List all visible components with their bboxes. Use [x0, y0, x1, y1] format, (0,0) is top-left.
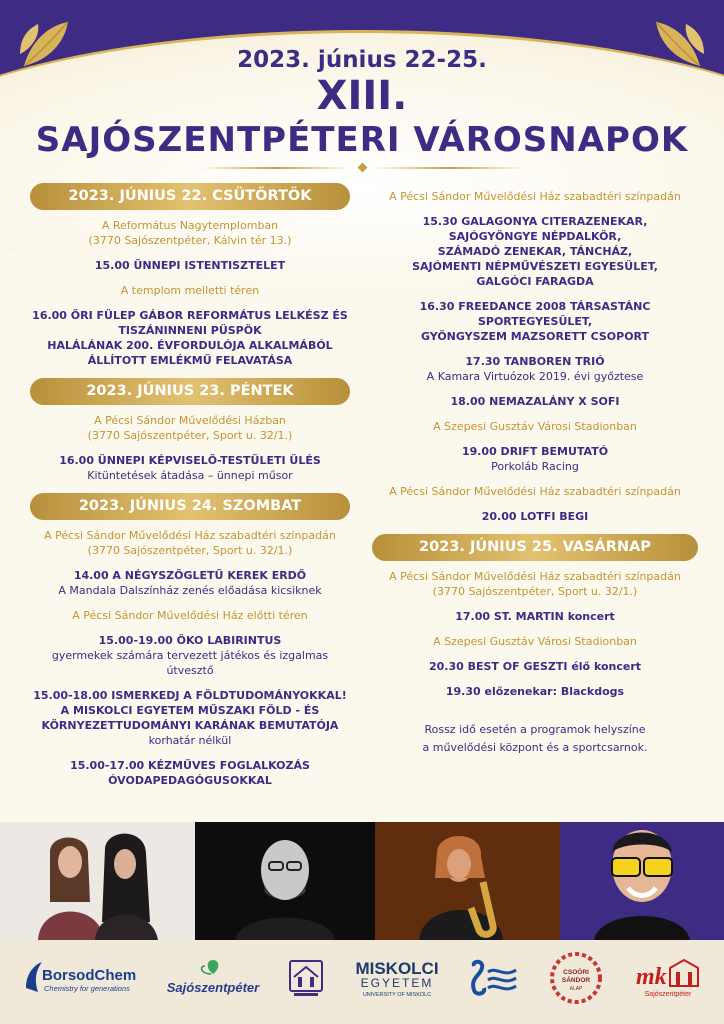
event-dates: 2023. június 22-25. — [237, 47, 487, 73]
wave-logo-icon[interactable] — [468, 958, 520, 998]
event-item: 17.00 ST. MARTIN koncert — [455, 610, 615, 623]
venue: A templom melletti téren — [120, 284, 260, 297]
event-item: 20.00 LOTFI BEGI — [481, 510, 589, 523]
event-item: 15.00-17.00 KÉZMŰVES FOGLALKOZÁS ÓVODAPEDAGÓGUSOKKAL — [70, 759, 310, 787]
svg-text:CSOÓRI: CSOÓRI — [563, 969, 589, 976]
venue: A Szepesi Gusztáv Városi Stadionban — [433, 635, 637, 648]
day-header-june-22: 2023. JÚNIUS 22. CSÜTÖRTÖK — [30, 183, 350, 210]
performer-photo-duo — [0, 822, 195, 940]
performer-photo-strip — [0, 822, 724, 940]
performer-photo-lotfi — [195, 822, 375, 940]
venue: A Pécsi Sándor Művelődési Ház szabadtéri színpadán (3770 Sajószentpéter, Sport u. 32/1.) — [389, 570, 681, 598]
event-item: 14.00 A NÉGYSZÖGLETŰ KEREK ERDŐ A Mandala Dalszínház zenés előadása kicsiknek — [58, 569, 322, 597]
ornament-divider — [0, 164, 724, 171]
day-header-june-25: 2023. JÚNIUS 25. VASÁRNAP — [372, 534, 698, 561]
event-item: 15.00-19.00 ÖKO LABIRINTUS gyermekek számára tervezett játékos és izgalmas útvesztő — [51, 634, 329, 677]
day-header-june-24: 2023. JÚNIUS 24. SZOMBAT — [30, 493, 350, 520]
program-left-column — [30, 183, 350, 798]
event-item: 16.00 ÜNNEPI KÉPVISELŐ-TESTÜLETI ÜLÉS Kitüntetések átadása – ünnepi műsor — [59, 454, 321, 482]
svg-text:UNIVERSITY OF MISKOLC: UNIVERSITY OF MISKOLC — [362, 992, 432, 998]
svg-text:Sajószentpéter: Sajószentpéter — [166, 980, 260, 995]
venue: A Pécsi Sándor Művelődési Ház előtti téren — [72, 609, 308, 622]
borsodchem-logo[interactable] — [22, 958, 140, 998]
venue: A Pécsi Sándor Művelődési Ház szabadtéri színpadán (3770 Sajószentpéter, Sport u. 32/1.) — [44, 529, 336, 557]
sponsor-bar — [0, 940, 724, 1024]
svg-text:ALAP: ALAP — [569, 986, 583, 992]
miskolci-egyetem-logo[interactable] — [351, 956, 443, 1000]
poster-header — [0, 46, 724, 171]
csoori-sandor-alap-logo[interactable] — [545, 950, 607, 1006]
edition-number: XIII. — [316, 73, 408, 119]
university-crest-icon[interactable] — [286, 957, 326, 999]
svg-text:BorsodChem: BorsodChem — [42, 967, 137, 984]
event-item: 16.00 ŐRI FÜLEP GÁBOR REFORMÁTUS LELKÉSZ ÉS TISZÁNINNENI PÜSPÖK HALÁLÁNAK 200. ÉVFORDULÓJA ALKALMÁBÓL ÁLLÍTOTT EMLÉKMŰ FELAVATÁSA — [32, 309, 348, 367]
performer-photo-geszti — [560, 822, 724, 940]
day-header-june-23: 2023. JÚNIUS 23. PÉNTEK — [30, 378, 350, 405]
event-item: 15.30 GALAGONYA CITERAZENEKAR, SAJÓGYÖNGYE NÉPDALKÖR, SZÁMADÓ ZENEKAR, TÁNCHÁZ, SAJÓMENTI NÉPMŰVÉSZETI EGYESÜLET, GALGÓCI FARAGDA — [412, 215, 658, 288]
festival-title: SAJÓSZENTPÉTERI VÁROSNAPOK — [35, 120, 689, 160]
sajoszentpeter-logo[interactable] — [165, 956, 261, 1000]
svg-text:SÁNDOR: SÁNDOR — [561, 977, 591, 984]
svg-text:Chemistry for generations: Chemistry for generations — [44, 984, 130, 993]
svg-text:Sajószentpéter: Sajószentpéter — [644, 991, 692, 998]
venue: A Szepesi Gusztáv Városi Stadionban — [433, 420, 637, 433]
event-item: 18.00 NEMAZALÁNY X SOFI — [450, 395, 620, 408]
venue: A Pécsi Sándor Művelődési Házban (3770 Sajószentpéter, Sport u. 32/1.) — [87, 414, 293, 442]
event-item: 16.30 FREEDANCE 2008 TÁRSASTÁNC SPORTEGYESÜLET, GYÖNGYSZEM MAZSORETT CSOPORT — [419, 300, 651, 343]
weather-note: Rossz idő esetén a programok helyszíne a művelődési központ és a sportcsarnok. — [422, 723, 648, 754]
program-right-column — [372, 183, 698, 757]
svg-text:EGYETEM: EGYETEM — [360, 976, 434, 990]
event-item: 19.30 előzenekar: Blackdogs — [445, 685, 625, 698]
svg-text:MISKOLCI: MISKOLCI — [355, 959, 439, 978]
event-item: 17.30 TANBOREN TRIÓ A Kamara Virtuózok 2019. évi győztese — [426, 355, 644, 383]
mk-sajoszentpeter-logo[interactable] — [632, 956, 702, 1000]
event-item: 15.00-18.00 ISMERKEDJ A FÖLDTUDOMÁNYOKKAL! A MISKOLCI EGYETEM MŰSZAKI FÖLD - ÉS KÖRNYEZETTUDOMÁNYI KARÁNAK BEMUTATÓJA korhatár nélkül — [33, 689, 347, 747]
venue: A Pécsi Sándor Művelődési Ház szabadtéri színpadán — [389, 485, 681, 498]
svg-text:mk: mk — [636, 964, 667, 990]
venue: A Pécsi Sándor Művelődési Ház szabadtéri színpadán — [389, 190, 681, 203]
event-item: 19.00 DRIFT BEMUTATÓ Porkoláb Racing — [461, 445, 609, 473]
event-item: 20.30 BEST OF GESZTI élő koncert — [428, 660, 642, 673]
venue: A Református Nagytemplomban (3770 Sajószentpéter, Kálvin tér 13.) — [88, 219, 292, 247]
performer-photo-saxophonist — [375, 822, 560, 940]
event-item: 15.00 ÜNNEPI ISTENTISZTELET — [94, 259, 286, 272]
